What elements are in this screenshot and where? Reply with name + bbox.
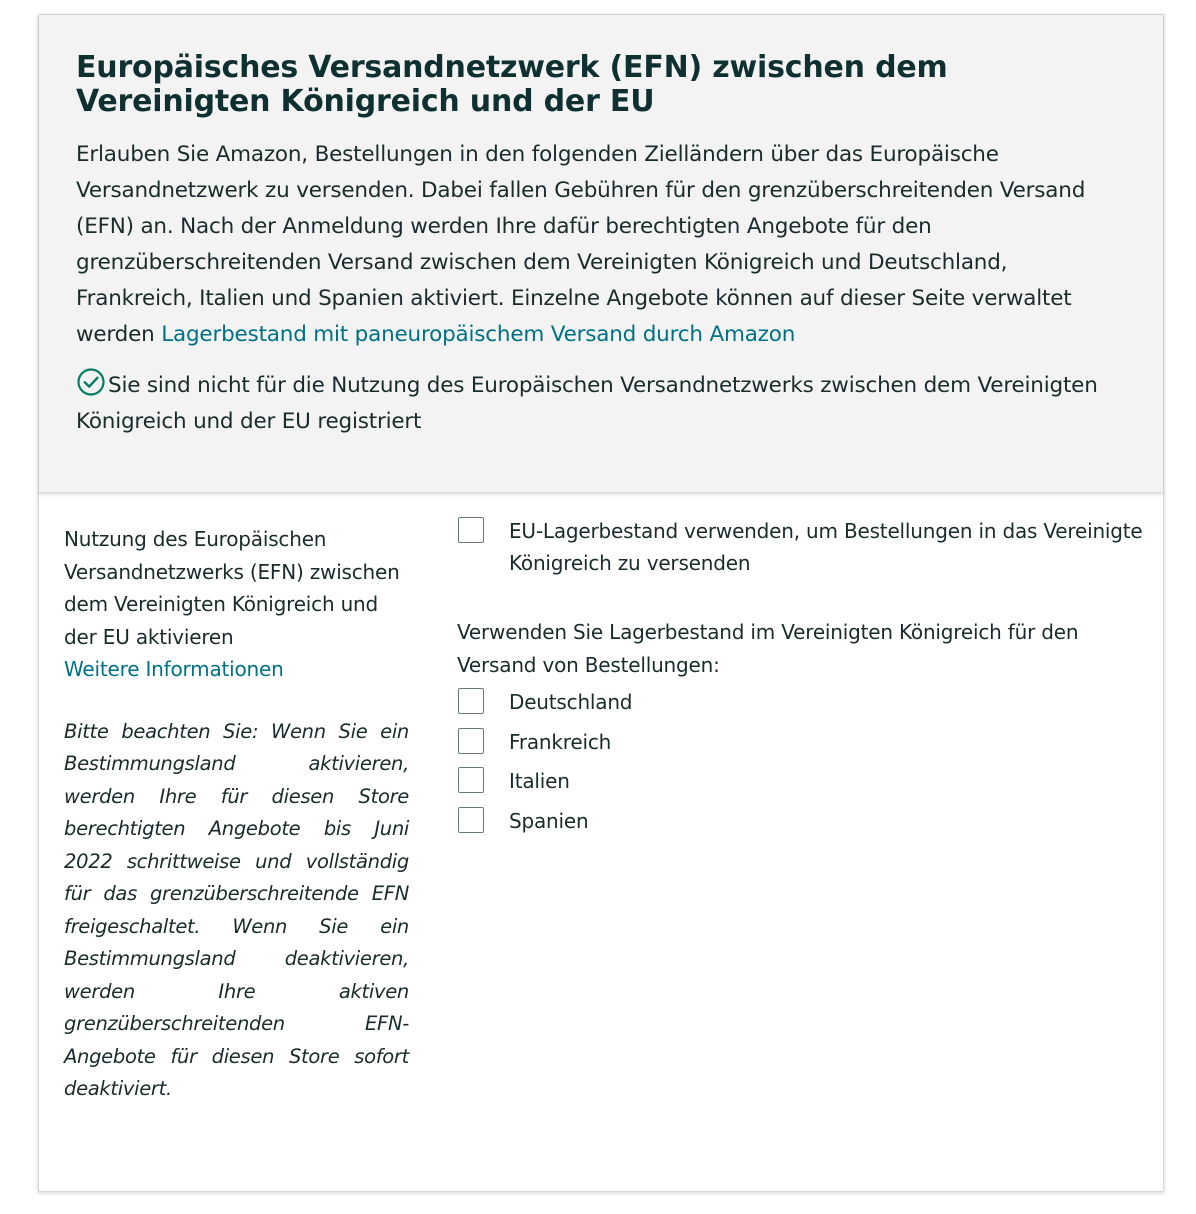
right-column <box>457 515 1147 844</box>
left-column <box>64 523 409 1106</box>
country-label: Spanien <box>509 808 589 833</box>
more-info-link[interactable]: Weitere Informationen <box>64 657 284 681</box>
eu-inventory-option[interactable] <box>457 515 1147 579</box>
country-label: Deutschland <box>509 690 633 714</box>
country-option-italien[interactable] <box>457 765 1147 805</box>
pan-eu-inventory-link[interactable]: Lagerbestand mit paneuropäischem Versand durch Amazon <box>161 322 796 347</box>
country-option-spanien[interactable] <box>457 805 1147 845</box>
eu-inventory-label: EU-Lagerbestand verwenden, um Bestellungen in das Vereinigte Königreich zu versenden <box>509 519 1143 575</box>
frankreich-checkbox[interactable] <box>458 728 484 754</box>
deutschland-checkbox[interactable] <box>458 688 484 714</box>
italien-checkbox[interactable] <box>458 767 484 793</box>
efn-settings-card <box>38 14 1164 1192</box>
country-option-deutschland[interactable] <box>457 686 1147 726</box>
check-circle-icon <box>76 367 106 397</box>
page-title: Europäisches Versandnetzwerk (EFN) zwischen dem Vereinigten Königreich und der EU <box>76 50 948 119</box>
spanien-checkbox[interactable] <box>458 807 484 833</box>
country-label: Frankreich <box>509 729 612 754</box>
efn-description <box>76 137 1127 353</box>
efn-note: Bitte beachten Sie: Wenn Sie ein Bestimmungsland aktivieren, werden Ihre für diesen Store berechtigten Angebote bis Juni 2022 schrittweise und vollständig für das grenzüberschreitende EFN freigeschaltet. Wenn Sie ein Bestimmungsland deaktivieren, werden Ihre aktiven grenzüberschreitenden EFN-Angebote für diesen Store sofort deaktiviert. <box>64 719 409 1100</box>
country-list <box>457 686 1147 844</box>
country-option-frankreich[interactable] <box>457 726 1147 766</box>
status-text: Sie sind nicht für die Nutzung des Europäischen Versandnetzwerks zwischen dem Vereinigten Königreich und der EU registriert <box>76 373 1098 434</box>
description-text: Erlauben Sie Amazon, Bestellungen in den folgenden Zielländern über das Europäische Versandnetzwerk zu versenden. Dabei fallen Gebühren für den grenzüberschreitenden Versand (EFN) an. Nach der Anmeldung werden Ihre dafür berechtigten Angebote für den grenzüberschreitenden Versand zwischen dem Vereinigten Königreich und Deutschland, Frankreich, Italien und Spanien aktiviert. Einzelne Angebote können auf dieser Seite verwaltet werden <box>76 142 1086 347</box>
country-label: Italien <box>509 769 570 793</box>
eu-inventory-checkbox[interactable] <box>458 517 484 543</box>
uk-inventory-question: Verwenden Sie Lagerbestand im Vereinigten Königreich für den Versand von Bestellungen: <box>457 620 1079 677</box>
efn-header <box>39 15 1163 493</box>
efn-activate-label: Nutzung des Europäischen Versandnetzwerks (EFN) zwischen dem Vereinigten Königreich und der EU aktivieren <box>64 527 400 649</box>
registration-status <box>76 367 1127 440</box>
